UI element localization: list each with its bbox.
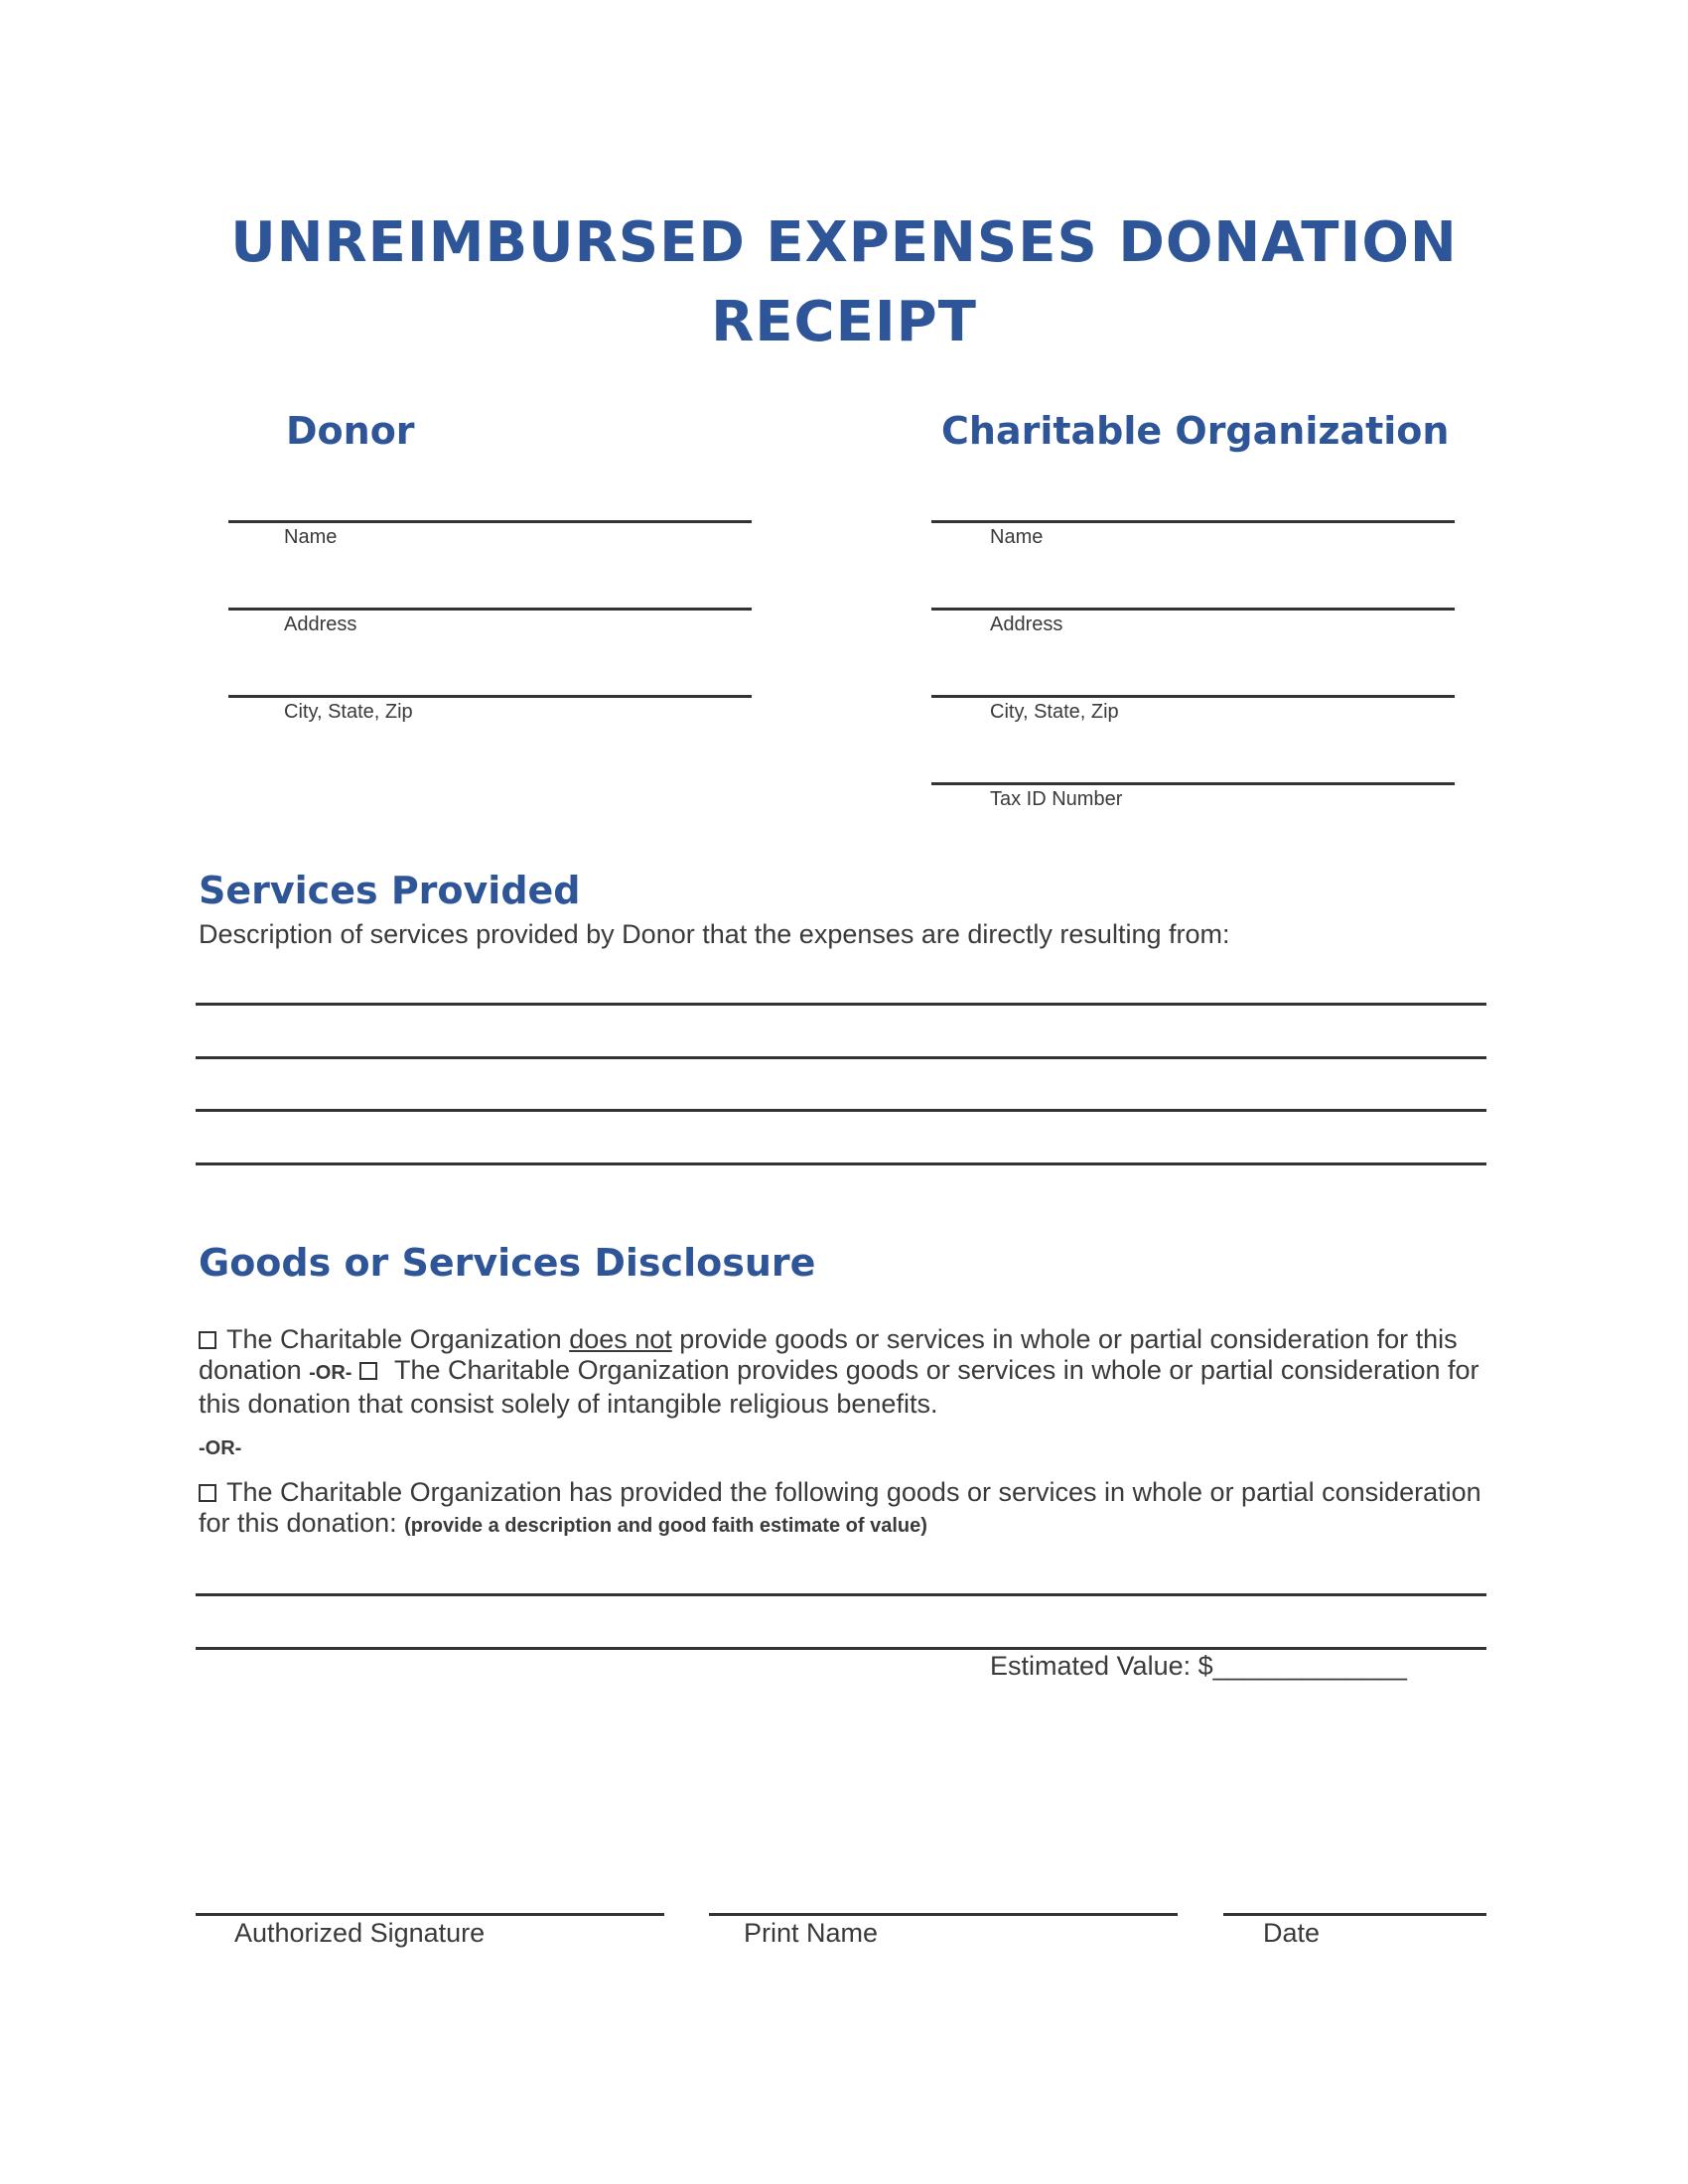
services-line-1[interactable] — [196, 1003, 1486, 1006]
page-title — [0, 204, 1688, 362]
checkbox-provided-goods[interactable] — [199, 1484, 216, 1502]
disclosure-heading: Goods or Services Disclosure — [199, 1241, 816, 1285]
opt1-underline: does not — [569, 1324, 672, 1354]
org-address-line[interactable] — [931, 608, 1455, 611]
checkbox-intangible-religious[interactable] — [359, 1362, 377, 1380]
print-name-label: Print Name — [744, 1918, 879, 1948]
donor-name-label: Name — [284, 526, 338, 548]
estimated-value[interactable]: Estimated Value: $_____________ — [990, 1651, 1407, 1681]
donor-city-line[interactable] — [228, 695, 752, 698]
title-line-1: UNREIMBURSED EXPENSES DONATION — [230, 210, 1458, 275]
services-heading: Services Provided — [199, 869, 581, 912]
org-heading: Charitable Organization — [941, 409, 1450, 453]
donor-heading: Donor — [286, 409, 415, 453]
services-line-3[interactable] — [196, 1109, 1486, 1112]
donor-address-line[interactable] — [228, 608, 752, 611]
checkbox-does-not-provide[interactable] — [199, 1331, 216, 1349]
org-name-line[interactable] — [931, 520, 1455, 523]
donor-name-line[interactable] — [228, 520, 752, 523]
org-taxid-label: Tax ID Number — [990, 788, 1123, 810]
org-taxid-line[interactable] — [931, 782, 1455, 785]
opt3-note: (provide a description and good faith estimate of value) — [404, 1515, 927, 1537]
org-name-label: Name — [990, 526, 1044, 548]
print-name-line[interactable] — [709, 1913, 1178, 1916]
services-description: Description of services provided by Donor that the expenses are directly resulting from: — [199, 919, 1230, 949]
org-city-line[interactable] — [931, 695, 1455, 698]
or-separator: -OR- — [199, 1437, 242, 1459]
services-line-2[interactable] — [196, 1056, 1486, 1059]
opt3-text: The Charitable Organization has provided the following goods or services in whole or partial consideration for this donation: — [199, 1477, 1481, 1538]
title-line-2: RECEIPT — [711, 290, 977, 354]
org-address-label: Address — [990, 614, 1063, 635]
opt1-text-b: provide goods or services in whole or partial consideration for this donation — [199, 1324, 1458, 1385]
opt1-text-a: The Charitable Organization — [226, 1324, 570, 1354]
donor-address-label: Address — [284, 614, 357, 635]
donor-city-label: City, State, Zip — [284, 701, 413, 723]
authorized-signature-line[interactable] — [196, 1913, 664, 1916]
goods-line-2[interactable] — [196, 1647, 1486, 1650]
or-inline: -OR- — [309, 1362, 352, 1384]
authorized-signature-label: Authorized Signature — [234, 1918, 486, 1948]
goods-line-1[interactable] — [196, 1593, 1486, 1596]
date-line[interactable] — [1223, 1913, 1486, 1916]
disclosure-options-paragraph — [199, 1324, 1489, 1420]
services-line-4[interactable] — [196, 1162, 1486, 1165]
disclosure-option3-paragraph — [199, 1477, 1489, 1542]
opt2-text: The Charitable Organization provides goods or services in whole or partial consideration for this donation that consist solely of intangible religious benefits. — [199, 1355, 1479, 1419]
date-label: Date — [1263, 1918, 1321, 1948]
org-city-label: City, State, Zip — [990, 701, 1119, 723]
